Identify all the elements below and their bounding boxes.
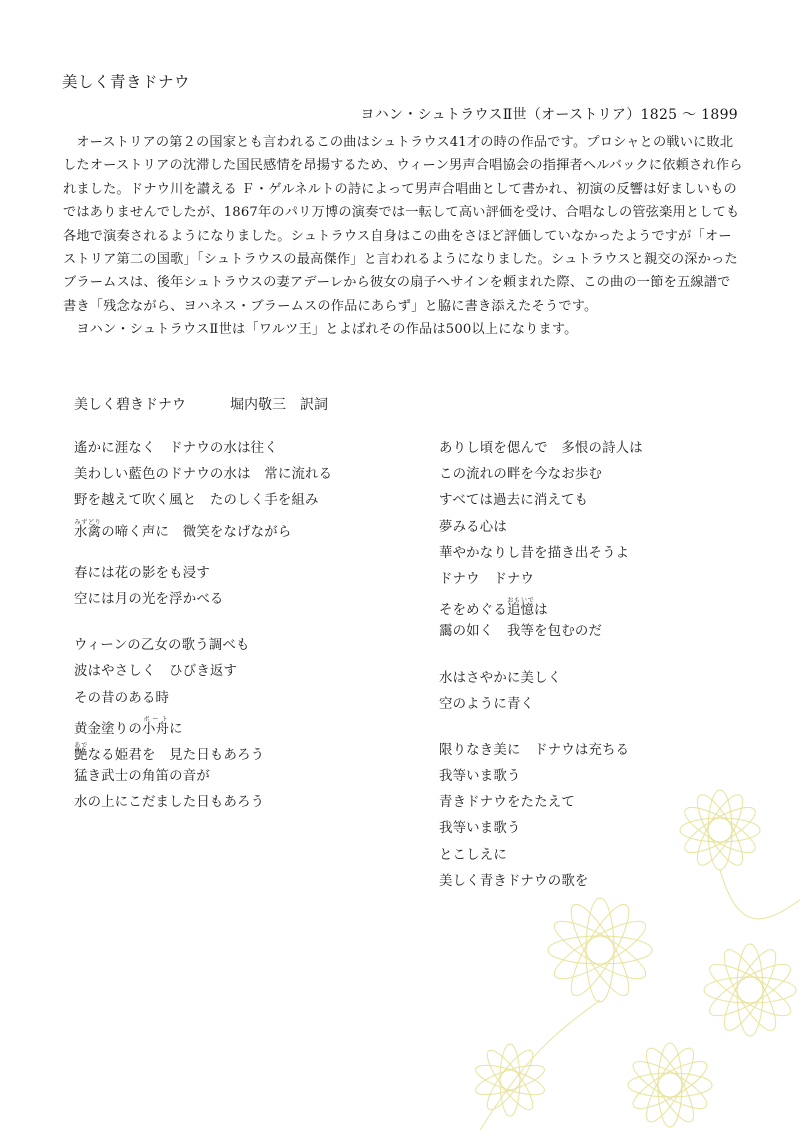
ruby-reading: あで [74,741,88,749]
lyric-line: 夢みる心は [439,519,507,535]
flower-outline [628,1043,713,1128]
ruby-base: 艶 [74,747,88,763]
lyric-line: ありし頃を偲んで 多恨の詩人は [439,441,643,456]
page-title: 美しく青きドナウ [62,73,191,91]
ruby-reading: ボート [141,715,170,723]
flower-decoration [470,750,800,1130]
lyrics-stanza [74,565,332,617]
lyrics-song-title: 美しく碧きドナウ [74,397,186,413]
lyric-line: 靄の如く 我等を包むのだ [439,624,603,640]
flower-outline [679,789,760,870]
lyric-line: 空のように青く [439,696,535,712]
ruby-reading: みずどり [74,518,102,526]
lyric-line: 遙かに涯なく ドナウの水は往く [74,441,278,456]
lyric-line: とこしえに [439,847,507,863]
lyrics-stanza [74,440,332,545]
lyric-line: 空には月の光を浮かべる [74,591,224,607]
flower-outline [704,944,797,1037]
lyric-line: 美わしい藍色のドナウの水は 常に流れる [74,467,333,483]
lyric-line: その昔のある時 [74,690,170,706]
lyrics-translator: 堀内敬三 訳詞 [230,397,328,413]
lyric-line-start: 黄金塗りの [74,721,142,737]
ruby-ade [74,741,88,763]
lyric-line: 青きドナウをたたえて [439,795,575,811]
ruby-mizudori [74,518,102,540]
lyric-line-start: そをめぐる [439,603,507,619]
flower-outline [548,898,652,1002]
lyric-line: この流れの畔を今なお歩む [439,467,603,483]
lyric-line: 我等いま歌う [439,821,521,837]
lyrics-left-column [74,440,332,840]
ruby-reading: おもいで [506,597,535,605]
intro-paragraph-2: ヨハン・シュトラウスⅡ世は「ワルツ王」とよばれその作品は500以上になります。 [76,322,578,338]
composer-line: ヨハン・シュトラウスⅡ世（オーストリア）1825 ～ 1899 [360,107,738,123]
lyric-line-rest: なる姫君を 見た日もあろう [87,747,265,763]
leaf-outline [480,1000,600,1130]
lyrics-stanza [74,637,332,820]
lyric-line: 波はやさしく ひびき返す [74,664,238,680]
lyric-line: 野を越えて吹く風と たのしく手を組み [74,493,319,509]
lyric-line-rest: に [169,721,183,737]
lyric-line: ドナウ ドナウ [439,571,535,587]
lyric-line: 美しく青きドナウの歌を [439,873,589,889]
lyric-line: 猛き武士の角笛の音が [74,769,210,785]
lyric-line: 限りなき美に ドナウは充ちる [439,742,630,758]
lyric-line: すべては過去に消えても [439,493,589,509]
lyric-line: 我等いま歌う [439,769,521,785]
lyrics-stanza [439,670,643,722]
lyric-line-with-ruby [74,742,332,768]
lyrics-stanza [439,440,643,650]
lyric-line: 春には花の影をも浸す [74,565,210,581]
lyric-line: 水はさやかに美しく [439,670,562,686]
lyric-line-with-ruby [74,519,332,545]
intro-text [63,131,743,342]
ruby-boat [141,715,170,737]
intro-paragraph-1: オーストリアの第２の国家とも言われるこの曲はシュトラウス41才の時の作品です。プロシャとの戦いに敗北したオーストリアの沈滞した国民感情を昂揚するため、ウィーン男声合唱協会の指揮者ヘルバックに依頼され作られました。ドナウ川を讃える Ｆ・ゲルネルトの詩によって男声合唱曲として書かれ、初演の反響は好ましいものではありませんでしたが、1867年のパリ万博の演奏では一転して高い評価を受け、合唱なしの管弦楽用としても各地で演奏されるようになりました。シュトラウス自身はこの曲をさほど評価していなかったようですが「オーストリア第二の国歌」「シュトラウスの最高傑作」と言われるようになりました。シュトラウスと親交の深かったブラームスは、後年シュトラウスの妻アデーレから彼女の扇子へサインを頼まれた際、この曲の一節を五線譜で書き「残念ながら、ヨハネス・ブラームスの作品にあらず」と脇に書き添えたそうです。 [63,135,743,314]
lyrics-heading [74,394,328,414]
ruby-base: 小舟 [141,721,170,737]
lyric-line: 水の上にこだました日もあろう [74,795,265,811]
ruby-base: 追憶 [506,603,535,619]
leaf-outline [720,870,800,919]
ruby-base: 水禽 [74,524,102,540]
lyric-line: ウィーンの乙女の歌う調べも [74,638,250,654]
lyric-line-with-ruby [74,716,332,742]
lyric-line: 華やかなりし昔を描き出そうよ [439,545,630,561]
lyric-line-rest: の啼く声に 微笑をなげながら [101,524,292,540]
lyric-line-rest: は [534,603,548,619]
ruby-omoide [506,597,535,619]
lyric-line-with-ruby [439,597,643,623]
